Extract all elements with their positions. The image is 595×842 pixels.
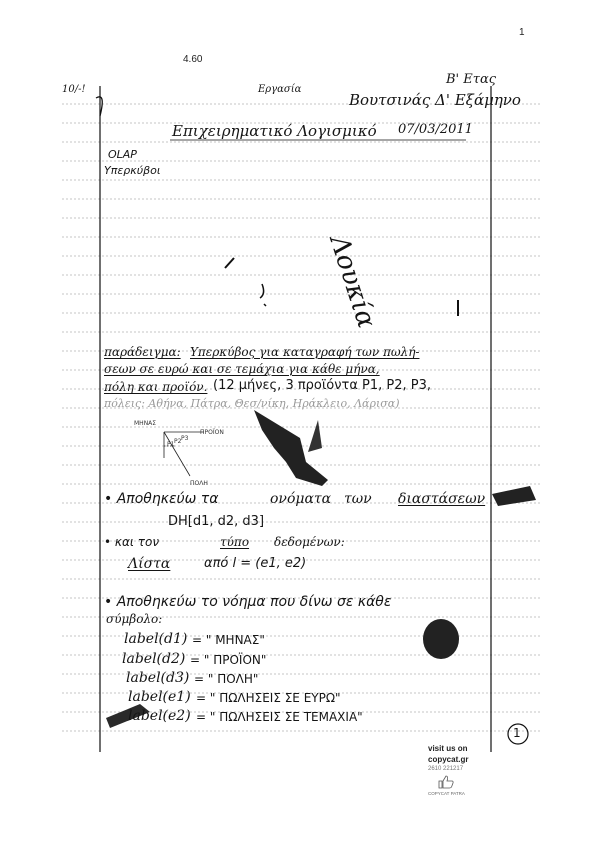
label-e1-value: = " ΠΩΛΗΣΕΙΣ ΣΕ ΕΥΡΩ" [196,691,341,705]
diagram-point-p2: P2 [174,438,182,445]
footer-phone: 2610 221217 [428,766,464,772]
title-date: 07/03/2011 [398,122,473,137]
topic-olap: OLAP [108,148,137,161]
example-line-3a: πόλη και προϊόν. [104,380,208,394]
pen-mark [260,284,266,306]
diagram-label-city: ΠΟΛΗ [190,480,208,487]
label-d3-value: = " ΠΟΛΗ" [194,672,259,686]
bullet-1-mid2: των [344,491,372,507]
side-note: Λουκία [323,232,382,332]
label-e2-value: = " ΠΩΛΗΣΕΙΣ ΣΕ ΤΕΜΑΧΙΑ" [196,710,363,724]
ink-blot [492,486,536,506]
bullet-2-list: Λίστα [128,556,171,572]
footer-site: copycat.gr [428,755,469,764]
bullet-3-line-2: σύμβολο: [106,612,163,626]
label-d3-key: label(d3) [126,670,190,686]
pen-mark [225,258,234,268]
bullet-1-formula: DH[d1, d2, d3] [168,514,265,529]
label-d2-value: = " ΠΡΟΪΟΝ" [190,653,267,667]
thumbs-up-icon [438,774,454,788]
margin-note: 10/-! [62,84,86,95]
topic-hypercubes: Υπερκύβοι [104,164,161,177]
diagram-label-month: ΜΗΝΑΣ [134,420,157,427]
bullet-3-line-1: • Αποθηκεύω το νόημα που δίνω σε κάθε [104,594,392,610]
page-number-circled: 1 [513,726,521,740]
student-name: Βουτσινάς Δ' Εξάμηνο [349,91,521,109]
bullet-1-prefix: • Αποθηκεύω τα [104,491,219,507]
bullet-1-mid: ονόματα [270,491,332,507]
diagram-label-product: ΠΡΟΪΟΝ [200,429,224,436]
margin-scribble [96,97,102,116]
example-line-3b: (12 μήνες, 3 προϊόντα P1, P2, P3, [213,378,432,393]
ink-blot [423,619,459,659]
label-e1-key: label(e1) [128,689,191,705]
class-label: Β' Ετας [446,72,497,87]
label-d1-key: label(d1) [124,631,188,647]
example-label: παράδειγμα: [104,345,181,359]
bullet-2-word: τύπο [220,535,250,549]
diagram-point-p3: P3 [181,435,189,442]
diagram-point-p1: P1 [167,441,175,448]
bullet-2-prefix: • και τον [104,535,160,549]
example-line-1: Υπερκύβος για καταγραφή των πωλή- [190,345,420,359]
bullet-2-suffix: δεδομένων: [274,535,345,549]
example-line-4: πόλεις: Αθήνα, Πάτρα, Θεσ/νίκη, Ηράκλειο, Λάρισα) [104,397,400,410]
page-title: Επιχειρηματικό Λογισμικό [172,122,377,140]
label-e2-key: label(e2) [128,708,191,724]
bullet-1-word: διαστάσεων [398,491,486,507]
label-d2-key: label(d2) [122,651,186,667]
example-line-2: σεων σε ευρώ και σε τεμάχια για κάθε μήνα, [104,362,380,376]
assignment-label: Εργασία [258,84,302,95]
footer-visit: visit us on [428,744,468,753]
bullet-2-formula: από l = (e1, e2) [204,556,307,571]
document-code: 4.60 [183,54,203,65]
page-number: 1 [519,27,525,38]
ink-blot [308,420,322,452]
label-d1-value: = " ΜΗΝΑΣ" [192,633,265,647]
footer-brand: COPYCAT PATRA [428,791,465,796]
